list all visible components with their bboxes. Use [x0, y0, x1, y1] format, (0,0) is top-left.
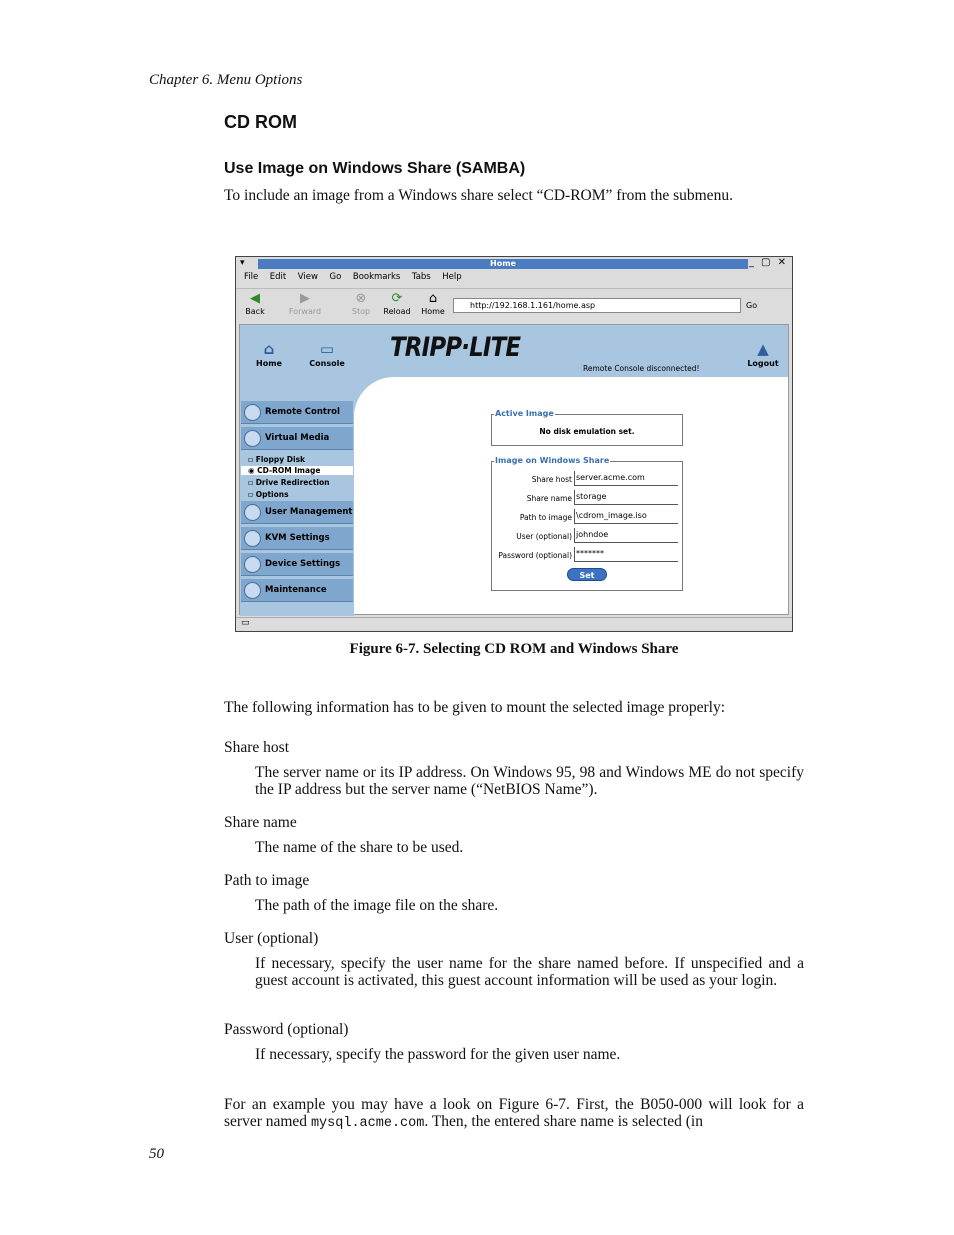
app-banner [240, 325, 788, 377]
share-name-input[interactable]: storage [574, 490, 678, 505]
arrow-left-icon: ◀ [250, 291, 260, 306]
menu-bookmarks[interactable]: Bookmarks [352, 272, 401, 282]
nav-home[interactable]: ⌂ Home [244, 339, 294, 368]
submenu-floppy-disk[interactable]: ▫ Floppy Disk [248, 455, 306, 464]
reload-icon: ⟳ [391, 291, 403, 306]
section-title: CD ROM [224, 112, 297, 132]
term-password: Password (optional) [224, 1021, 349, 1038]
menu-help[interactable]: Help [442, 272, 462, 282]
desc-password: If necessary, specify the password for the given user name. [255, 1046, 621, 1063]
remote-console-status: Remote Console disconnected! [583, 364, 700, 373]
figure-caption: Figure 6-7. Selecting CD ROM and Windows Share [349, 641, 679, 657]
monitor-icon: ▭ [319, 340, 335, 358]
share-host-label: Share host [531, 475, 572, 484]
user-row [492, 528, 682, 545]
intro-paragraph: To include an image from a Windows share select “CD-ROM” from the submenu. [224, 187, 733, 204]
tripp-lite-logo: TRIPP·LITE [390, 332, 521, 363]
windows-share-legend: Image on Windows Share [495, 456, 610, 465]
stop-button[interactable]: ⊗ Stop [344, 291, 378, 316]
user-input[interactable]: johndoe [574, 528, 678, 543]
term-user: User (optional) [224, 930, 319, 947]
share-name-row [492, 490, 682, 507]
menu-virtual-media[interactable]: Virtual Media [241, 427, 353, 450]
browser-menubar [236, 272, 792, 285]
menu-device-settings[interactable]: Device Settings [241, 553, 353, 576]
closing-paragraph: For an example you may have a look on Figure 6-7. First, the B050-000 will look for a server named mysql.acme.com. Then, the entered share name is selected (in [224, 1096, 804, 1131]
page-number: 50 [149, 1146, 164, 1162]
menu-maintenance[interactable]: Maintenance [241, 579, 353, 602]
home-toolbar-button[interactable]: ⌂ Home [416, 291, 450, 316]
menu-user-management[interactable]: User Management [241, 501, 353, 524]
go-button[interactable]: Go [746, 301, 758, 310]
page-content [239, 324, 789, 615]
menu-edit[interactable]: Edit [269, 272, 287, 282]
disc-icon [244, 430, 261, 447]
term-path-to-image: Path to image [224, 872, 310, 889]
menu-view[interactable]: View [297, 272, 318, 282]
menu-kvm-settings[interactable]: KVM Settings [241, 527, 353, 550]
window-menu-icon[interactable]: ▾ [240, 258, 245, 268]
subsection-title: Use Image on Windows Share (SAMBA) [224, 160, 526, 177]
password-label: Password (optional) [498, 551, 572, 560]
forward-button[interactable]: ▶ Forward [288, 291, 322, 316]
desc-share-host: The server name or its IP address. On Windows 95, 98 and Windows ME do not specify the IP address but the server name (“NetBIOS Name”). [255, 764, 804, 798]
submenu-options[interactable]: ▫ Options [248, 490, 289, 499]
side-menu [240, 377, 354, 616]
menu-remote-control[interactable]: Remote Control [241, 401, 353, 424]
desc-user: If necessary, specify the user name for the share named before. If unspecified and a guest account is activated, this guest account information will be used as your login. [255, 955, 804, 989]
nav-console[interactable]: ▭ Console [302, 339, 352, 368]
share-name-label: Share name [526, 494, 572, 503]
running-header: Chapter 6. Menu Options [149, 72, 303, 88]
url-input[interactable]: http://192.168.1.161/home.asp [453, 298, 741, 313]
nav-logout[interactable]: ▲ Logout [738, 339, 788, 368]
submenu-drive-redirection[interactable]: ▫ Drive Redirection [248, 478, 330, 487]
window-titlebar [236, 257, 792, 270]
share-host-input[interactable]: server.acme.com [574, 471, 678, 486]
desc-share-name: The name of the share to be used. [255, 839, 464, 856]
house-icon: ⌂ [428, 291, 438, 306]
windows-share-box [491, 456, 683, 591]
path-to-image-label: Path to image [519, 513, 572, 522]
menu-file[interactable]: File [244, 272, 259, 282]
stop-icon: ⊗ [355, 291, 367, 306]
logout-icon: ▲ [757, 340, 769, 358]
wrench-icon [244, 582, 261, 599]
house-icon: ⌂ [263, 340, 275, 358]
reload-button[interactable]: ⟳ Reload [380, 291, 414, 316]
password-input[interactable]: ******* [574, 547, 678, 562]
menu-go[interactable]: Go [329, 272, 342, 282]
path-to-image-input[interactable]: \cdrom_image.iso [574, 509, 678, 524]
folder-icon: ▭ [241, 618, 250, 628]
gear-icon [244, 556, 261, 573]
users-icon [244, 504, 261, 521]
browser-toolbar [236, 288, 792, 322]
figure-screenshot [235, 256, 793, 632]
active-image-legend: Active Image [495, 409, 554, 418]
password-row [492, 547, 682, 564]
menu-tabs[interactable]: Tabs [411, 272, 431, 282]
submenu-cd-rom-image[interactable]: ◉ CD-ROM Image [241, 466, 353, 475]
arrow-right-icon: ▶ [300, 291, 310, 306]
active-image-box [491, 409, 683, 446]
active-image-status: No disk emulation set. [539, 427, 635, 436]
panel-curve [354, 377, 414, 417]
term-share-host: Share host [224, 739, 290, 756]
magnifier-icon [244, 404, 261, 421]
set-button[interactable]: Set [567, 568, 607, 581]
user-label: User (optional) [516, 532, 572, 541]
browser-statusbar [236, 617, 792, 631]
server-code: mysql.acme.com [310, 1116, 425, 1131]
path-to-image-row [492, 509, 682, 526]
term-share-name: Share name [224, 814, 297, 831]
window-title: Home [258, 259, 748, 269]
window-controls[interactable]: _ ▢ ✕ [748, 257, 788, 268]
lead-paragraph: The following information has to be given to mount the selected image properly: [224, 699, 726, 716]
kvm-icon [244, 530, 261, 547]
desc-path-to-image: The path of the image file on the share. [255, 897, 499, 914]
back-button[interactable]: ◀ Back [238, 291, 272, 316]
share-host-row [492, 471, 682, 488]
